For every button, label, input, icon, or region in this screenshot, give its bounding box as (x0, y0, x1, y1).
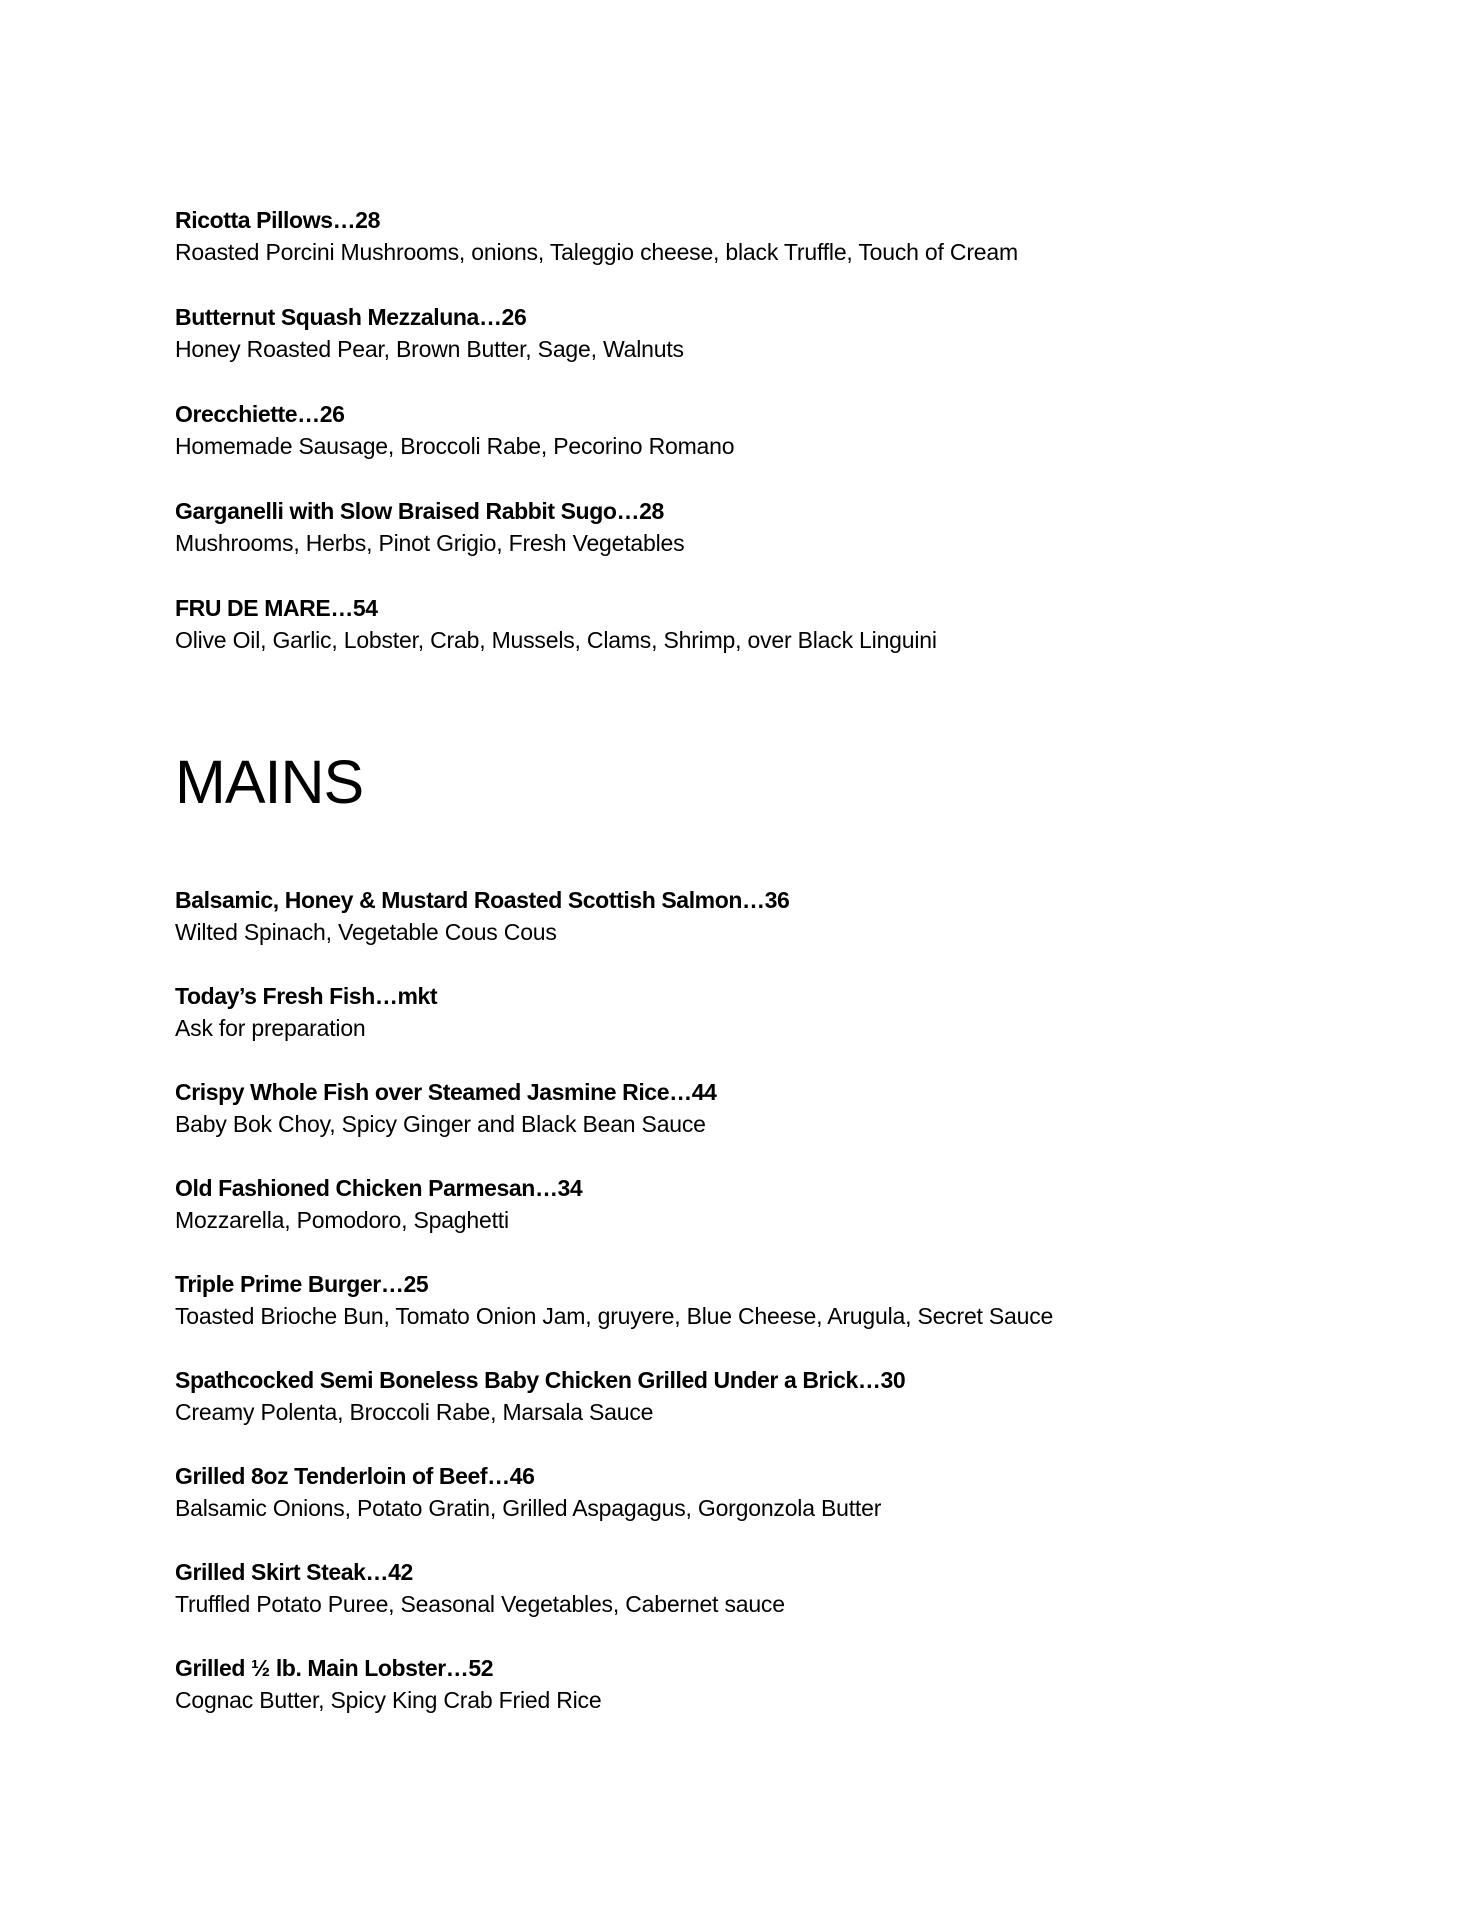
menu-item-title: Old Fashioned Chicken Parmesan…34 (175, 1175, 583, 1201)
menu-item-title: Triple Prime Burger…25 (175, 1271, 429, 1297)
menu-item-title: Spathcocked Semi Boneless Baby Chicken Grilled Under a Brick…30 (175, 1367, 906, 1393)
menu-item (175, 1461, 1375, 1525)
menu-item (175, 302, 1375, 366)
menu-item-description: Ask for preparation (175, 1015, 366, 1041)
menu-item (175, 1557, 1375, 1621)
menu-item (175, 1173, 1375, 1237)
menu-item-title: Butternut Squash Mezzaluna…26 (175, 304, 527, 330)
menu-item-description: Roasted Porcini Mushrooms, onions, Taleggio cheese, black Truffle, Touch of Cream (175, 239, 1018, 265)
menu-item (175, 1077, 1375, 1141)
menu-item-title: Grilled 8oz Tenderloin of Beef…46 (175, 1463, 535, 1489)
menu-item (175, 1365, 1375, 1429)
menu-item-description: Toasted Brioche Bun, Tomato Onion Jam, gruyere, Blue Cheese, Arugula, Secret Sauce (175, 1303, 1054, 1329)
menu-item-description: Mushrooms, Herbs, Pinot Grigio, Fresh Vegetables (175, 530, 685, 556)
menu-page (175, 205, 1375, 1749)
menu-item-title: Grilled Skirt Steak…42 (175, 1559, 413, 1585)
menu-item-description: Baby Bok Choy, Spicy Ginger and Black Bean Sauce (175, 1111, 706, 1137)
menu-item (175, 593, 1375, 657)
menu-item (175, 1653, 1375, 1717)
menu-item-description: Creamy Polenta, Broccoli Rabe, Marsala Sauce (175, 1399, 654, 1425)
menu-item-title: Orecchiette…26 (175, 401, 345, 427)
menu-item-description: Honey Roasted Pear, Brown Butter, Sage, Walnuts (175, 336, 684, 362)
section-heading-mains: MAINS (175, 748, 364, 816)
menu-item (175, 205, 1375, 269)
pasta-section (175, 205, 1375, 657)
menu-item-description: Truffled Potato Puree, Seasonal Vegetables, Cabernet sauce (175, 1591, 785, 1617)
menu-item-description: Balsamic Onions, Potato Gratin, Grilled Aspagagus, Gorgonzola Butter (175, 1495, 882, 1521)
menu-item-description: Cognac Butter, Spicy King Crab Fried Rice (175, 1687, 602, 1713)
menu-item-title: Today’s Fresh Fish…mkt (175, 983, 438, 1009)
menu-item-title: Balsamic, Honey & Mustard Roasted Scottish Salmon…36 (175, 887, 790, 913)
menu-item-title: Grilled ½ lb. Main Lobster…52 (175, 1655, 494, 1681)
menu-item-description: Olive Oil, Garlic, Lobster, Crab, Mussels, Clams, Shrimp, over Black Linguini (175, 627, 937, 653)
menu-item (175, 981, 1375, 1045)
menu-item (175, 496, 1375, 560)
menu-item (175, 1269, 1375, 1333)
menu-item-description: Wilted Spinach, Vegetable Cous Cous (175, 919, 557, 945)
mains-section (175, 885, 1375, 1717)
menu-item-title: Garganelli with Slow Braised Rabbit Sugo…28 (175, 498, 664, 524)
menu-item-title: FRU DE MARE…54 (175, 595, 378, 621)
menu-item-title: Ricotta Pillows…28 (175, 207, 380, 233)
menu-item (175, 399, 1375, 463)
menu-item-description: Homemade Sausage, Broccoli Rabe, Pecorino Romano (175, 433, 735, 459)
menu-item-title: Crispy Whole Fish over Steamed Jasmine Rice…44 (175, 1079, 717, 1105)
menu-item-description: Mozzarella, Pomodoro, Spaghetti (175, 1207, 509, 1233)
menu-item (175, 885, 1375, 949)
